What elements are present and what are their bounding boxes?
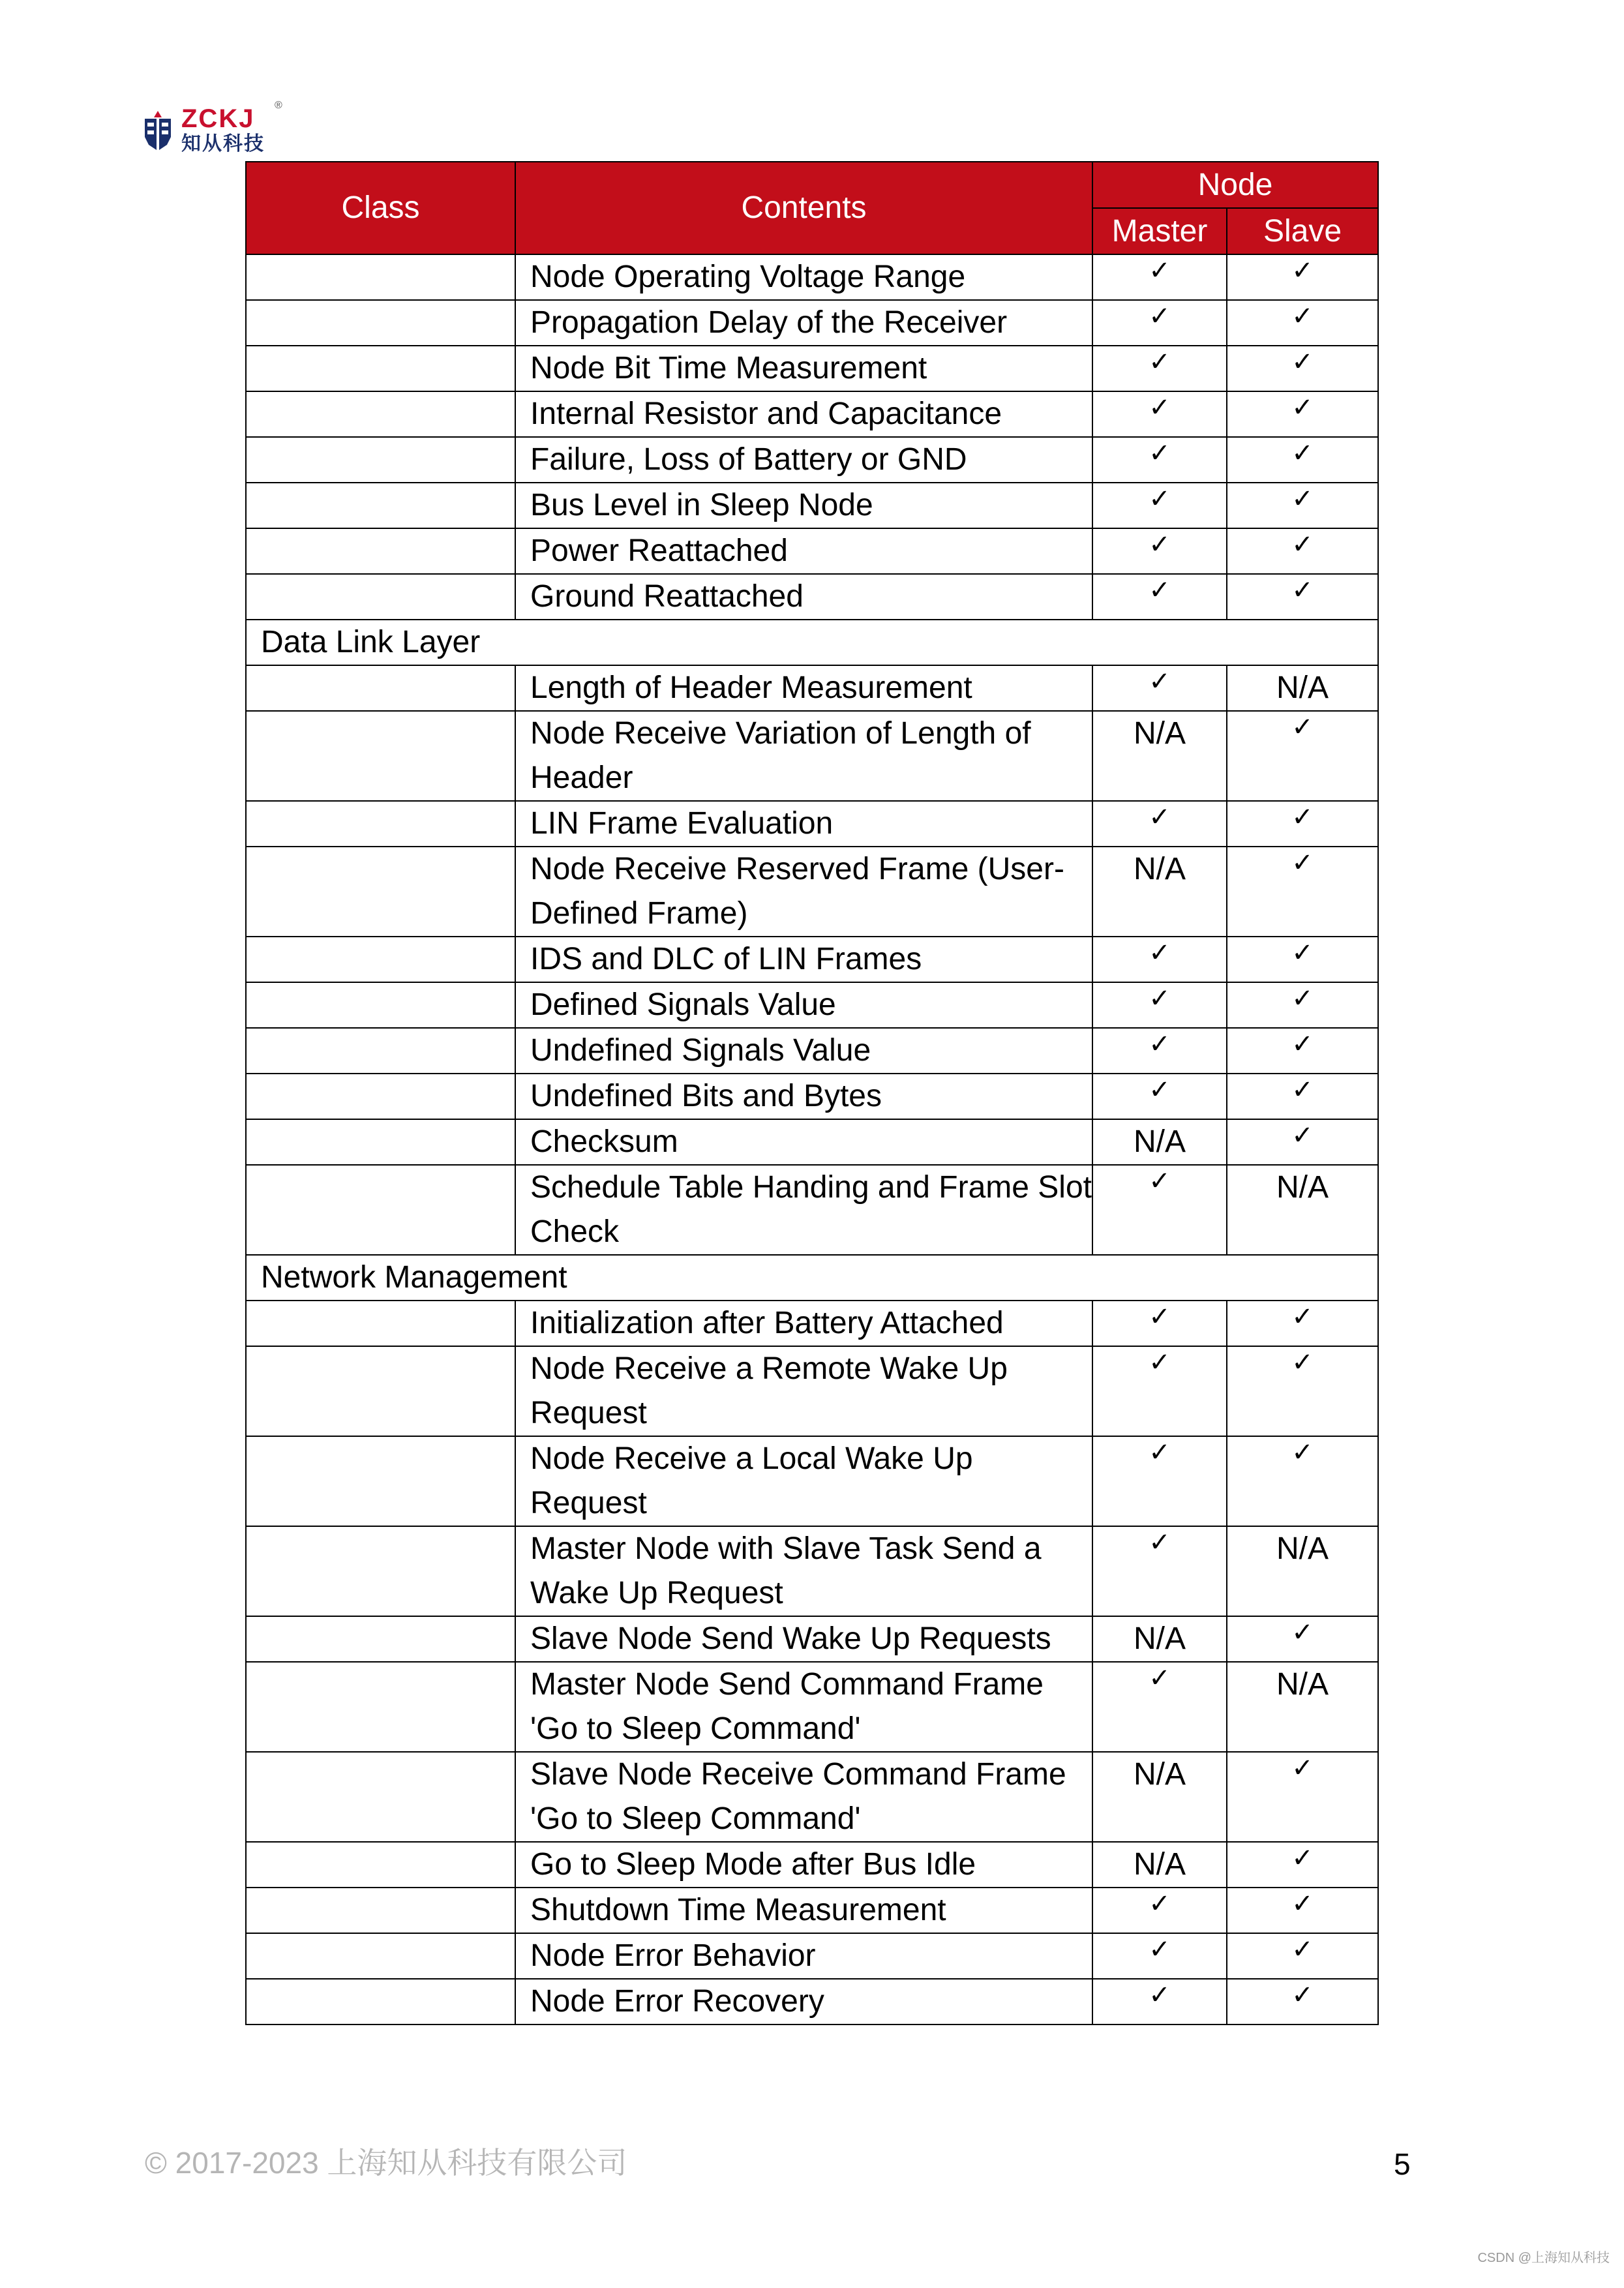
class-cell [246,1119,515,1165]
checkmark-icon: ✓ [1291,393,1314,422]
checkmark-icon: ✓ [1149,1889,1171,1918]
checkmark-icon: ✓ [1291,485,1314,513]
master-cell [1092,1346,1227,1436]
copyright-footer: © 2017-2023 上海知从科技有限公司 [145,2146,627,2180]
na-label: N/A [1133,1621,1186,1656]
master-cell [1092,528,1227,574]
slave-cell [1227,574,1378,620]
na-label: N/A [1133,1847,1186,1882]
contents-cell: Slave Node Send Wake Up Requests [515,1616,1092,1662]
table-row [246,1616,1378,1662]
checkmark-icon: ✓ [1291,803,1314,832]
class-cell [246,254,515,300]
logo-chinese-name: 知从科技 [181,133,265,155]
checkmark-icon: ✓ [1291,713,1314,742]
master-cell [1092,483,1227,528]
slave-cell [1227,711,1378,801]
class-cell [246,1028,515,1074]
class-cell [246,1346,515,1436]
checkmark-icon: ✓ [1149,939,1171,967]
contents-cell: Go to Sleep Mode after Bus Idle [515,1842,1092,1888]
master-cell [1092,1933,1227,1979]
master-cell [1092,1165,1227,1255]
master-cell [1092,1301,1227,1346]
header-slave: Slave [1227,208,1378,254]
contents-cell: Undefined Signals Value [515,1028,1092,1074]
slave-cell [1227,1074,1378,1119]
checkmark-icon: ✓ [1149,1348,1171,1377]
class-cell [246,1616,515,1662]
na-label: N/A [1133,852,1186,886]
class-cell [246,1979,515,2025]
header-master: Master [1092,208,1227,254]
class-cell [246,665,515,711]
test-coverage-table [245,161,1379,2025]
class-cell [246,574,515,620]
master-cell [1092,1119,1227,1165]
checkmark-icon: ✓ [1149,1030,1171,1059]
checkmark-icon: ✓ [1291,348,1314,376]
contents-cell: Node Receive Reserved Frame (User-Defined Frame) [515,847,1092,937]
na-label: N/A [1133,716,1186,751]
slave-cell [1227,346,1378,391]
table-row [246,1346,1378,1436]
master-cell [1092,346,1227,391]
slave-cell [1227,1616,1378,1662]
class-cell [246,1888,515,1933]
contents-cell: Power Reattached [515,528,1092,574]
slave-cell [1227,1165,1378,1255]
master-cell [1092,1616,1227,1662]
slave-cell [1227,1526,1378,1616]
contents-cell: Bus Level in Sleep Node [515,483,1092,528]
master-cell [1092,300,1227,346]
table-body [246,254,1378,2025]
class-cell [246,982,515,1028]
contents-cell: Master Node Send Command Frame 'Go to Sleep Command' [515,1662,1092,1752]
slave-cell [1227,801,1378,847]
slave-cell [1227,254,1378,300]
checkmark-icon: ✓ [1291,1348,1314,1377]
class-cell [246,711,515,801]
master-cell [1092,1842,1227,1888]
class-cell [246,1662,515,1752]
checkmark-icon: ✓ [1149,576,1171,605]
class-cell [246,801,515,847]
class-cell [246,937,515,982]
class-cell [246,1842,515,1888]
contents-cell: Propagation Delay of the Receiver [515,300,1092,346]
na-label: N/A [1276,1170,1329,1205]
master-cell [1092,1888,1227,1933]
contents-cell: LIN Frame Evaluation [515,801,1092,847]
master-cell [1092,847,1227,937]
checkmark-icon: ✓ [1149,1935,1171,1964]
table-row [246,1842,1378,1888]
contents-cell: Node Error Recovery [515,1979,1092,2025]
contents-cell: Slave Node Receive Command Frame 'Go to Sleep Command' [515,1752,1092,1842]
contents-cell: Node Error Behavior [515,1933,1092,1979]
class-cell [246,1752,515,1842]
table-row [246,937,1378,982]
table-row [246,1933,1378,1979]
class-cell [246,437,515,483]
contents-cell: Undefined Bits and Bytes [515,1074,1092,1119]
section-row [246,1255,1378,1301]
checkmark-icon: ✓ [1149,393,1171,422]
master-cell [1092,665,1227,711]
slave-cell [1227,1979,1378,2025]
table-row [246,1752,1378,1842]
section-label: Network Management [246,1255,1378,1301]
table-row [246,1662,1378,1752]
checkmark-icon: ✓ [1291,1844,1314,1873]
class-cell [246,1165,515,1255]
master-cell [1092,1074,1227,1119]
na-label: N/A [1276,1531,1329,1566]
checkmark-icon: ✓ [1149,1167,1171,1196]
table-row [246,483,1378,528]
slave-cell [1227,437,1378,483]
table-row [246,1074,1378,1119]
class-cell [246,300,515,346]
checkmark-icon: ✓ [1149,803,1171,832]
slave-cell [1227,1888,1378,1933]
master-cell [1092,982,1227,1028]
master-cell [1092,391,1227,437]
master-cell [1092,437,1227,483]
contents-cell: Length of Header Measurement [515,665,1092,711]
table-row [246,1526,1378,1616]
table-row [246,1888,1378,1933]
logo-wordmark: ZCKJ [181,104,255,133]
table-row [246,711,1378,801]
slave-cell [1227,483,1378,528]
contents-cell: Failure, Loss of Battery or GND [515,437,1092,483]
contents-cell: IDS and DLC of LIN Frames [515,937,1092,982]
master-cell [1092,1526,1227,1616]
master-cell [1092,1752,1227,1842]
slave-cell [1227,391,1378,437]
slave-cell [1227,1662,1378,1752]
slave-cell [1227,1933,1378,1979]
checkmark-icon: ✓ [1149,1076,1171,1104]
slave-cell [1227,937,1378,982]
table-row [246,528,1378,574]
slave-cell [1227,1436,1378,1526]
checkmark-icon: ✓ [1291,576,1314,605]
contents-cell: Checksum [515,1119,1092,1165]
page-number: 5 [1394,2147,1411,2181]
contents-cell: Ground Reattached [515,574,1092,620]
table-row [246,801,1378,847]
master-cell [1092,1662,1227,1752]
checkmark-icon: ✓ [1149,1528,1171,1557]
table-row [246,665,1378,711]
contents-cell: Defined Signals Value [515,982,1092,1028]
master-cell [1092,801,1227,847]
class-cell [246,847,515,937]
checkmark-icon: ✓ [1149,256,1171,285]
table-row [246,982,1378,1028]
checkmark-icon: ✓ [1291,984,1314,1013]
checkmark-icon: ✓ [1149,485,1171,513]
header-class: Class [246,162,515,254]
contents-cell: Initialization after Battery Attached [515,1301,1092,1346]
table-row [246,1165,1378,1255]
checkmark-icon: ✓ [1291,1121,1314,1150]
checkmark-icon: ✓ [1291,439,1314,468]
table-row [246,346,1378,391]
company-logo [142,98,292,157]
checkmark-icon: ✓ [1291,1076,1314,1104]
contents-cell: Node Receive a Local Wake Up Request [515,1436,1092,1526]
master-cell [1092,574,1227,620]
header-contents: Contents [515,162,1092,254]
slave-cell [1227,847,1378,937]
checkmark-icon: ✓ [1149,1981,1171,2010]
master-cell [1092,1979,1227,2025]
slave-cell [1227,1842,1378,1888]
checkmark-icon: ✓ [1149,667,1171,696]
na-label: N/A [1276,670,1329,705]
checkmark-icon: ✓ [1149,348,1171,376]
class-cell [246,1933,515,1979]
contents-cell: Shutdown Time Measurement [515,1888,1092,1933]
checkmark-icon: ✓ [1291,1889,1314,1918]
logo-mark-icon [142,111,173,151]
slave-cell [1227,528,1378,574]
contents-cell: Node Receive a Remote Wake Up Request [515,1346,1092,1436]
class-cell [246,528,515,574]
contents-cell: Node Operating Voltage Range [515,254,1092,300]
class-cell [246,483,515,528]
checkmark-icon: ✓ [1149,1664,1171,1693]
contents-cell: Node Bit Time Measurement [515,346,1092,391]
table-row [246,847,1378,937]
table-row [246,1436,1378,1526]
class-cell [246,1074,515,1119]
na-label: N/A [1133,1124,1186,1159]
contents-cell: Schedule Table Handing and Frame Slot Check [515,1165,1092,1255]
table-row [246,574,1378,620]
class-cell [246,346,515,391]
master-cell [1092,254,1227,300]
table-row [246,300,1378,346]
table-row [246,1301,1378,1346]
table-row [246,1028,1378,1074]
checkmark-icon: ✓ [1291,1754,1314,1783]
slave-cell [1227,982,1378,1028]
registered-mark: ® [275,100,282,111]
checkmark-icon: ✓ [1149,1438,1171,1467]
na-label: N/A [1276,1667,1329,1702]
table-row [246,254,1378,300]
slave-cell [1227,1346,1378,1436]
checkmark-icon: ✓ [1291,1981,1314,2010]
checkmark-icon: ✓ [1291,1030,1314,1059]
checkmark-icon: ✓ [1291,1935,1314,1964]
table-row [246,1979,1378,2025]
table-row [246,437,1378,483]
section-label: Data Link Layer [246,620,1378,665]
checkmark-icon: ✓ [1149,302,1171,331]
checkmark-icon: ✓ [1149,439,1171,468]
contents-cell: Master Node with Slave Task Send a Wake Up Request [515,1526,1092,1616]
header-node: Node [1092,162,1378,208]
class-cell [246,1301,515,1346]
watermark: CSDN @上海知从科技 [1477,2251,1610,2265]
checkmark-icon: ✓ [1291,302,1314,331]
slave-cell [1227,300,1378,346]
master-cell [1092,711,1227,801]
slave-cell [1227,1028,1378,1074]
checkmark-icon: ✓ [1291,530,1314,559]
checkmark-icon: ✓ [1291,849,1314,877]
slave-cell [1227,665,1378,711]
master-cell [1092,1436,1227,1526]
checkmark-icon: ✓ [1149,1302,1171,1331]
checkmark-icon: ✓ [1291,256,1314,285]
contents-cell: Internal Resistor and Capacitance [515,391,1092,437]
class-cell [246,391,515,437]
slave-cell [1227,1301,1378,1346]
na-label: N/A [1133,1757,1186,1792]
checkmark-icon: ✓ [1291,1302,1314,1331]
master-cell [1092,937,1227,982]
class-cell [246,1436,515,1526]
table-row [246,1119,1378,1165]
checkmark-icon: ✓ [1149,984,1171,1013]
master-cell [1092,1028,1227,1074]
checkmark-icon: ✓ [1149,530,1171,559]
table-row [246,391,1378,437]
slave-cell [1227,1119,1378,1165]
slave-cell [1227,1752,1378,1842]
checkmark-icon: ✓ [1291,1618,1314,1647]
class-cell [246,1526,515,1616]
checkmark-icon: ✓ [1291,1438,1314,1467]
checkmark-icon: ✓ [1291,939,1314,967]
contents-cell: Node Receive Variation of Length of Header [515,711,1092,801]
section-row [246,620,1378,665]
